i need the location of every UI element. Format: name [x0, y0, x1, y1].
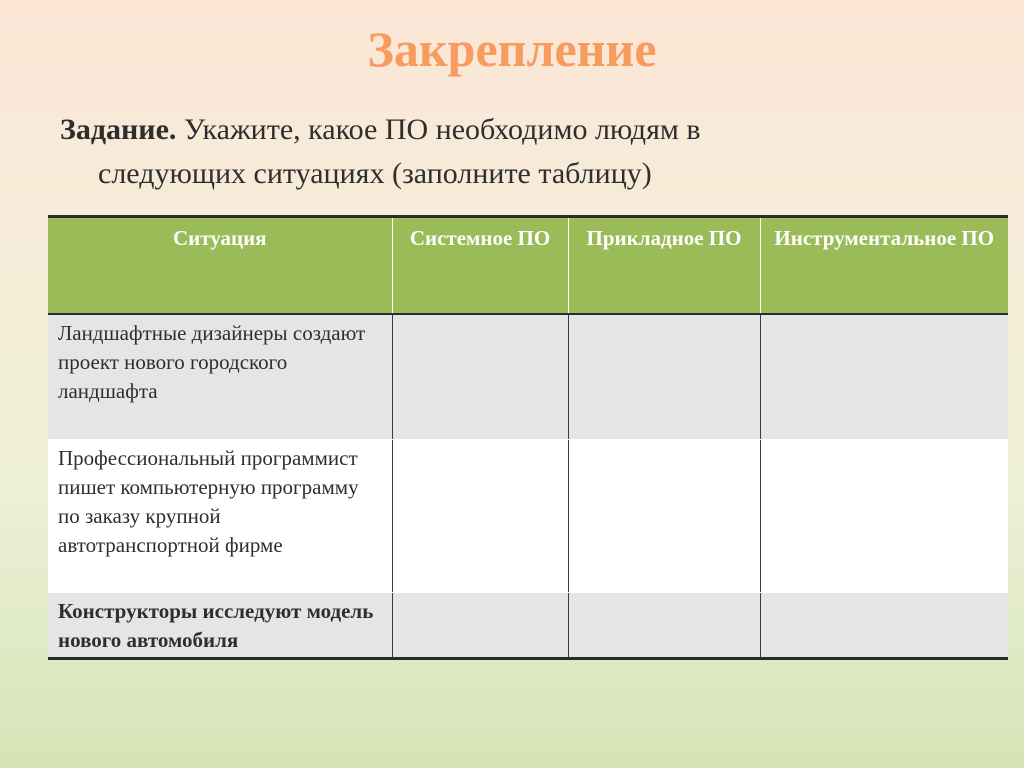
- situation-cell: Профессиональный программист пишет компьютерную программу по заказу крупной автотранспортной фирме: [48, 440, 392, 593]
- header-system-software: Системное ПО: [392, 217, 568, 315]
- slide-title: Закрепление: [367, 21, 657, 77]
- system-software-cell[interactable]: [392, 440, 568, 593]
- applied-software-cell[interactable]: [568, 440, 760, 593]
- table-row: [48, 440, 1008, 593]
- instrumental-software-cell[interactable]: [760, 440, 1008, 593]
- table-header-row: [48, 217, 1008, 315]
- applied-software-cell[interactable]: [568, 314, 760, 440]
- system-software-cell[interactable]: [392, 314, 568, 440]
- table-row: [48, 593, 1008, 659]
- header-applied-software: Прикладное ПО: [568, 217, 760, 315]
- task-text-line1: Укажите, какое ПО необходимо людям в: [176, 113, 701, 146]
- applied-software-cell[interactable]: [568, 593, 760, 659]
- situations-table: [48, 215, 1008, 660]
- situation-cell: Ландшафтные дизайнеры создают проект нового городского ландшафта: [48, 314, 392, 440]
- task-line-1: [60, 108, 980, 152]
- situation-cell: Конструкторы исследуют модель нового автомобиля: [48, 593, 392, 659]
- header-instrumental-software: Инструментальное ПО: [760, 217, 1008, 315]
- table-row: [48, 314, 1008, 440]
- system-software-cell[interactable]: [392, 593, 568, 659]
- task-label: Задание.: [60, 113, 177, 146]
- header-situation: Ситуация: [48, 217, 392, 315]
- task-text: [60, 108, 980, 196]
- instrumental-software-cell[interactable]: [760, 314, 1008, 440]
- instrumental-software-cell[interactable]: [760, 593, 1008, 659]
- task-text-line2: следующих ситуациях (заполните таблицу): [98, 157, 652, 190]
